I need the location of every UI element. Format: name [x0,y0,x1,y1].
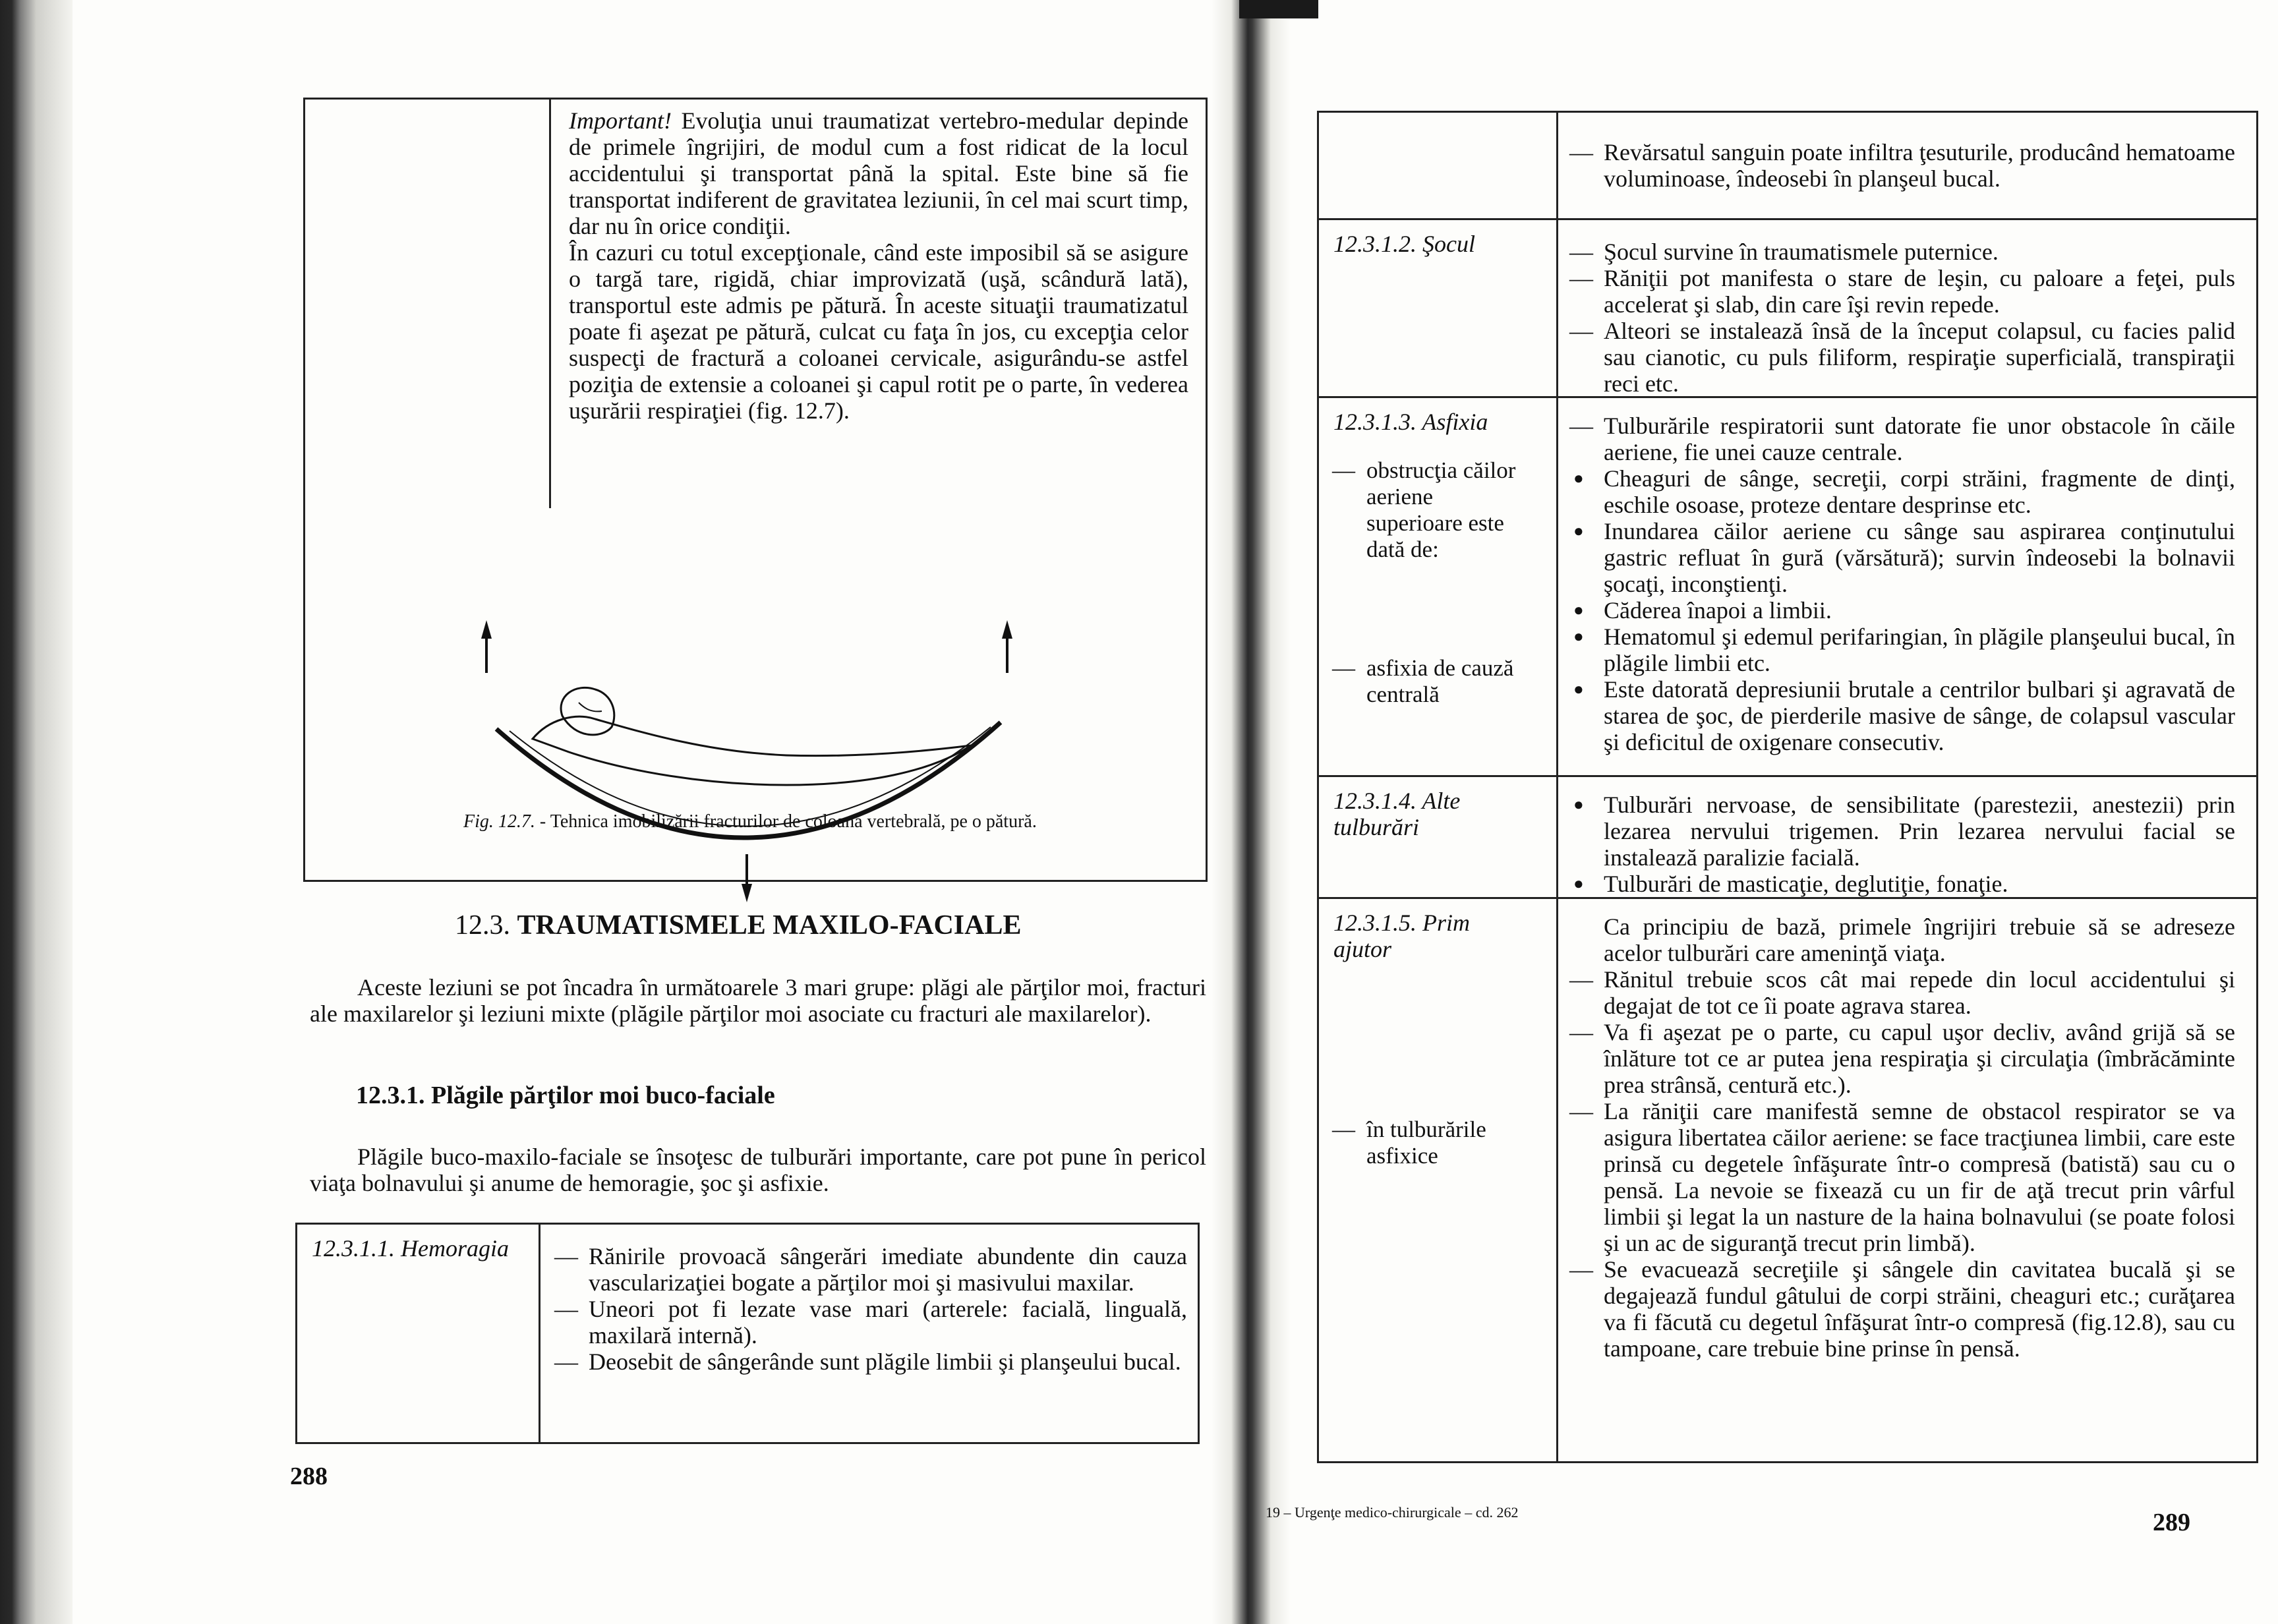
list-item: ● Căderea înapoi a limbii. [1569,597,2235,624]
list-item: — Şocul survine în traumatismele puternice. [1569,239,2235,265]
figure-label: Fig. 12.7. [463,811,535,832]
asphyxia-subheads [1332,457,1530,708]
asphyxia-heading: 12.3.1.3. Asfixia [1333,409,1488,435]
obstruction-subhead: — obstrucţia căilor aeriene superioare este dată de: [1332,457,1530,563]
list-item: — Rănitul trebuie scos cât mai repede din locul accidentului şi degajat de tot ce îi poate agrava starea. [1569,966,2235,1019]
subsection-heading [356,1081,775,1110]
note-label: Important! [569,107,672,134]
list-item: — Rănirile provoacă sângerări imediate abundente din cauza vascularizaţiei bogate a părţilor moi şi masivului maxilar. [554,1243,1187,1296]
figure-caption-text: - Tehnica imobilizării fracturilor de coloană vertebrală, pe o pătură. [539,811,1037,832]
list-item: ● Tulburări de masticaţie, deglutiţie, fonaţie. [1569,871,2235,897]
hemorrhage-list [554,1243,1187,1375]
section-title: TRAUMATISMELE MAXILO-FACIALE [517,910,1022,941]
section-intro: Aceste leziuni se pot încadra în următoarele 3 mari grupe: plăgi ale părţilor moi, fracturi ale maxilarelor şi leziuni mixte (plăgile părţilor moi asociate cu fracturi ale maxilarelor). [310,974,1206,1027]
page-number-right: 289 [2153,1509,2190,1536]
note-paragraph-1: Important! Evoluţia unui traumatizat vertebro-medular depinde de primele îngrijiri, de modul cum a fost ridicat de la locul accidentului şi transportat până la spital. Este bine să fie transportat indiferent de gravitatea leziunii, în cel mai scurt timp, dar nu în orice condiţii. [569,107,1188,239]
patient-head [561,687,614,734]
list-item: — Se evacuează secreţiile şi sângele din cavitatea bucală şi se degajează fundul gâtului de corpi străini, cheaguri etc.; curăţarea va fi făcută cu degetul înfăşurat într-o compresă (fig.12.8), sau cu tampoane, care trebuie bine prinse în pensă. [1569,1256,2235,1362]
list-item: ● Inundarea căilor aeriene cu sânge sau aspirarea conţinutului gastric refluat în gură (vărsătură); survin îndeosebi la bolnavii şocaţi, inconştienţi. [1569,518,2235,597]
subsection-text: Plăgile buco-maxilo-faciale se însoţesc de tulburări importante, care pot pune în pericol viaţa bolnavului şi anume de hemoragie, şoc şi asfixie. [310,1144,1206,1196]
other-disorders-list [1569,792,2235,897]
asphyxia-intro-list [1569,413,2235,465]
important-note [569,107,1188,424]
list-item: — Va fi aşezat pe o parte, cu capul uşor decliv, având grijă să se înlăture tot ce ar putea jena respiraţia şi circulaţia (îmbrăcăminte prea strânsă, centură etc.). [1569,1019,2235,1098]
first-aid-list [1569,966,2235,1362]
figure-12-7-illustration [470,554,1063,923]
page-number-left: 288 [290,1463,328,1490]
other-disorders-heading: 12.3.1.4. Alte tulburări [1333,788,1461,840]
shock-heading: 12.3.1.2. Şocul [1333,231,1475,257]
lift-arrowhead-left [481,620,492,639]
figure-caption [463,811,1057,832]
book-gutter [1212,0,1291,1624]
figure-frame [303,98,1208,882]
first-aid-intro: Ca principiu de bază, primele îngrijiri trebuie să se adreseze acelor tulburări care ameninţă viaţa. [1604,914,2235,966]
asphyxia-content [1569,413,2235,755]
subsection-number: 12.3.1. [356,1082,425,1109]
list-item: — Tulburările respiratorii sunt datorate fie unor obstacole în căile aeriene, fie unei cauze centrale. [1569,413,2235,465]
list-item: — Deosebit de sângerânde sunt plăgile limbii şi planşeului bucal. [554,1348,1187,1375]
list-item: — Uneori pot fi lezate vase mari (arterele: facială, linguală, maxilară internă). [554,1296,1187,1348]
hemorrhage-table [295,1223,1200,1444]
hemorrhage-heading: 12.3.1.1. Hemoragia [312,1235,509,1262]
list-item: ● Tulburări nervoase, de sensibilitate (parestezii, anestezii) prin lezarea nervului trigemen. Prin lezarea nervului facial se instalează paralizie facială. [1569,792,2235,871]
note-paragraph-2: În cazuri cu totul excepţionale, când este imposibil să se asigure o targă tare, rigidă, chiar improvizată (uşă, scândură lată), transportul este admis pe pătură. În aceste situaţii traumatizatul poate fi aşezat pe pătură, culcat cu faţa în jos, cu excepţia celor suspecţi de fractură a coloanei cervicale, asigurându-se astfel poziţia de extensie a coloanei şi capul rotit pe o parte, în vederea uşurării respiraţiei (fig. 12.7). [569,239,1188,424]
patient-body [533,716,971,785]
list-item: — Revărsatul sanguin poate infiltra ţesuturile, producând hematoame voluminoase, îndeosebi în planşeul bucal. [1569,139,2235,192]
asphyxia-disorders-subhead: — în tulburările asfixice [1332,1116,1530,1169]
list-item: ● Cheaguri de sânge, secreţii, corpi străini, fragmente de dinţi, eschile osoase, proteze dentare desprinse etc. [1569,465,2235,518]
first-aid-table [1317,111,2258,1463]
first-aid-content [1569,914,2235,1362]
central-asphyxia-subhead: — asfixia de cauză centrală [1332,655,1530,708]
section-number: 12.3. [455,910,510,941]
hemorrhage-divider [539,1225,540,1442]
list-item: — Răniţii pot manifesta o stare de leşin, cu paloare a feţei, puls accelerat şi slab, din care îşi revin repede. [1569,265,2235,318]
first-aid-heading: 12.3.1.5. Prim ajutor [1333,910,1470,962]
right-page [1266,0,2278,1624]
row-first-aid [1319,897,2256,1463]
subsection-title: Plăgile părţilor moi buco-faciale [431,1082,775,1109]
support-arrowhead-down [742,884,752,902]
asphyxia-bullets [1569,465,2235,755]
lift-arrowhead-right [1002,620,1012,639]
section-heading [455,910,1021,941]
first-aid-subheads [1332,1116,1530,1169]
list-item: ● Hematomul şi edemul perifaringian, în plăgile planşeului bucal, în plăgile limbii etc. [1569,624,2235,676]
row-continuation [1569,139,2235,192]
shock-list [1569,239,2235,397]
note-divider-vertical [549,100,551,508]
list-item: — La răniţii care manifestă semne de obstacol respirator se va asigura libertatea căilor aeriene: se face tracţiunea limbii, care este prinsă cu degetele înfăşurate într-o compresă (batistă) sau cu o pensă. La nevoie se fixează cu un fir de aţă trecut prin vârful limbii şi legat la un nasture de la haina bolnavului (se poate folosi şi un ac de siguranţă trecut prin limbă). [1569,1098,2235,1256]
list-item: — Alteori se instalează însă de la început colapsul, cu facies palid sau cianotic, cu puls filiform, respiraţie superficială, transpiraţii reci etc. [1569,318,2235,397]
list-item: ● Este datorată depresiunii brutale a centrilor bulbari şi agravată de starea de şoc, de pierderile masive de sânge, de colapsul vascular şi deficitul de oxigenare consecutiv. [1569,676,2235,755]
row-other-disorders [1319,775,2256,909]
page-footer: 19 – Urgenţe medico-chirurgicale – cd. 262 [1266,1504,1519,1521]
